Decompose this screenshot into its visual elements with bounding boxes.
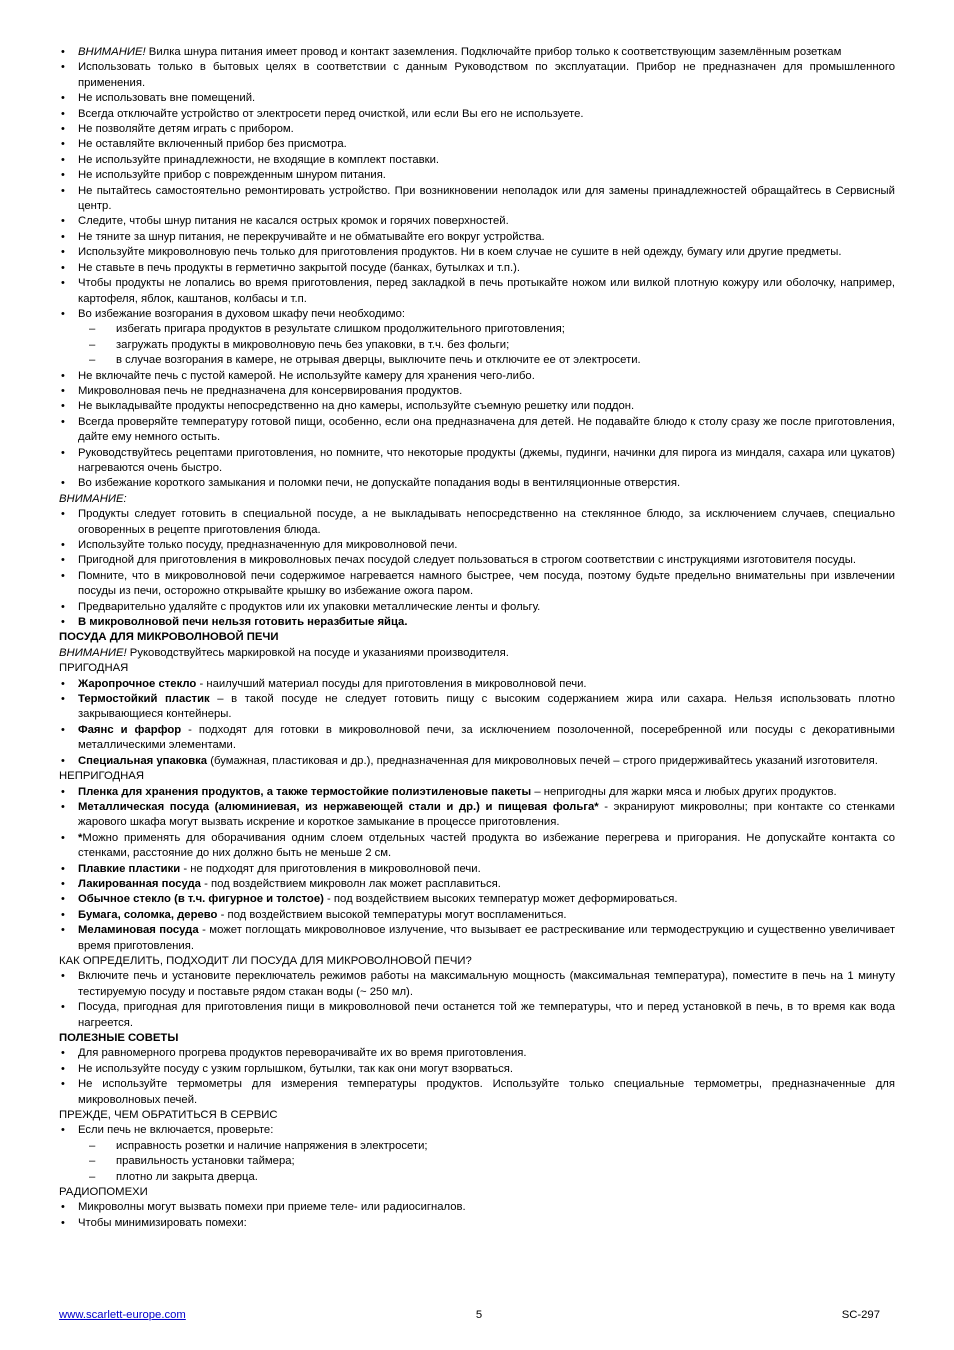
- text-run: Предварительно удаляйте с продуктов или их упаковки металлические ленты и фольгу.: [78, 600, 541, 613]
- bullet-item: [59, 877, 895, 892]
- bullet-item: [59, 615, 895, 630]
- bullet-item: [59, 862, 895, 877]
- bullet-item: [59, 60, 895, 91]
- bullet-item: [59, 168, 895, 183]
- text-run: Не используйте принадлежности, не входящие в комплект поставки.: [78, 153, 440, 166]
- manual-content: [59, 45, 895, 1231]
- text-run: - не подходят для приготовления в микроволновой печи.: [180, 862, 481, 875]
- bullet-item: [59, 1000, 895, 1031]
- text-run: – в такой посуде не следует готовить пищу с высоким содержанием жира или сахара. Нельзя использовать плотно закрывающиеся контейнеры.: [78, 693, 895, 721]
- text-run: Микроволновая печь не предназначена для консервирования продуктов.: [78, 384, 463, 397]
- bullet-item: [59, 1077, 895, 1108]
- text-run: Чтобы продукты не лопались во время приготовления, перед закладкой в печь протыкайте ножом или вилкой плотную кожуру или оболочку, например, картофеля, яблок, каштанов, колбасы и т.п.: [78, 277, 895, 305]
- section-text: [59, 1108, 895, 1123]
- text-run: Пленка для хранения продуктов, а также термостойкие полиэтиленовые пакеты: [78, 785, 532, 798]
- text-run: ПОЛЕЗНЫЕ СОВЕТЫ: [59, 1032, 179, 1044]
- bullet-item: [59, 1123, 895, 1138]
- dash-item: [59, 1139, 895, 1154]
- bullet-item: [59, 800, 895, 831]
- bullet-item: [59, 307, 895, 322]
- text-run: РАДИОПОМЕХИ: [59, 1186, 148, 1199]
- text-run: - под воздействием высокой температуры могут воспламениться.: [217, 908, 567, 921]
- text-run: Руководствуйтесь маркировкой на посуде и указаниями производителя.: [126, 646, 509, 659]
- text-run: Не включайте печь с пустой камерой. Не используйте камеру для хранения чего-либо.: [78, 369, 535, 382]
- text-run: Специальная упаковка: [78, 754, 208, 767]
- bullet-item: [59, 908, 895, 923]
- text-run: Следите, чтобы шнур питания не касался острых кромок и горячих поверхностей.: [78, 215, 509, 228]
- text-run: Металлическая посуда (алюминиевая, из нержавеющей стали и др.) и пищевая фольга*: [78, 800, 599, 813]
- bullet-item: [59, 214, 895, 229]
- text-run: Не выкладывайте продукты непосредственно на дно камеры, используйте съемную решетку или поддон.: [78, 400, 635, 413]
- bullet-item: [59, 153, 895, 168]
- text-run: Не ставьте в печь продукты в герметично закрытой посуде (банках, бутылках и т.п.).: [78, 261, 521, 274]
- text-run: В микроволновой печи нельзя готовить неразбитые яйца.: [78, 616, 408, 629]
- text-run: Обычное стекло (в т.ч. фигурное и толстое): [78, 893, 324, 906]
- text-run: Всегда проверяйте температуру готовой пищи, особенно, если она предназначена для детей. Не подавайте блюдо к столу сразу же после приготовления, дайте ему немного остыть.: [78, 415, 895, 444]
- text-run: Термостойкий пластик: [78, 693, 210, 706]
- text-run: Использовать только в бытовых целях в соответствии с данным Руководством по эксплуатации. Прибор не предназначен для промышленного применения.: [78, 61, 895, 89]
- bullet-item: [59, 538, 895, 553]
- bullet-item: [59, 261, 895, 276]
- page-number: 5: [475, 1309, 483, 1321]
- bullet-item: [59, 45, 895, 60]
- text-run: избегать пригара продуктов в результате слишком продолжительного приготовления;: [116, 323, 565, 336]
- dash-item: [59, 322, 895, 337]
- website-link[interactable]: www.scarlett-europe.com: [59, 1309, 186, 1321]
- text-run: - под воздействием микроволн лак может расплавиться.: [200, 877, 501, 890]
- text-run: Для равномерного прогрева продуктов переворачивайте их во время приготовления.: [78, 1047, 527, 1060]
- bullet-item: [59, 969, 895, 1000]
- dash-item: [59, 353, 895, 368]
- text-run: Жаропрочное стекло: [78, 677, 197, 690]
- text-run: Не используйте посуду с узким горлышком, бутылки, так как они могут взорваться.: [78, 1062, 514, 1075]
- bullet-item: [59, 923, 895, 954]
- text-run: Не оставляйте включенный прибор без присмотра.: [78, 138, 347, 151]
- text-run: Не использовать вне помещений.: [78, 92, 256, 105]
- bullet-item: [59, 384, 895, 399]
- text-run: Меламиновая посуда: [78, 924, 199, 937]
- bullet-item: [59, 415, 895, 446]
- bullet-item: [59, 107, 895, 122]
- bullet-item: [59, 1046, 895, 1061]
- dash-item: [59, 1170, 895, 1185]
- text-run: Лакированная посуда: [78, 877, 201, 890]
- text-run: Не пытайтесь самостоятельно ремонтировать устройство. При возникновении неполадок или для замены принадлежностей обращайтесь в Сервисный центр.: [78, 184, 895, 213]
- bullet-item: [59, 723, 895, 754]
- bullet-item: [59, 692, 895, 723]
- section-text: [59, 1185, 895, 1200]
- bullet-item: [59, 476, 895, 491]
- section-text: [59, 630, 895, 645]
- bullet-item: [59, 137, 895, 152]
- text-run: - под воздействием высоких температур может деформироваться.: [323, 893, 678, 906]
- text-run: Микроволны могут вызвать помехи при приеме теле- или радиосигналов.: [78, 1201, 466, 1214]
- text-run: (бумажная, пластиковая и др.), предназначенная для микроволновых печей – строго придерживайтесь указаний изготовителя.: [207, 754, 878, 767]
- section-text: [59, 1031, 895, 1046]
- bullet-item: [59, 91, 895, 106]
- text-run: Посуда, пригодная для приготовления пищи в микроволновой печи останется той же температуры, что и перед установкой в печь, в то время как вода нагреется.: [78, 1001, 895, 1029]
- text-run: Включите печь и установите переключатель режимов работы на максимальную мощность (максимальная температура), поместите в печь на 1 минуту тестируемую посуду и поставьте рядом стакан воды (~ 250 мл).: [78, 970, 895, 998]
- text-run: Не используйте термометры для измерения температуры продуктов. Используйте только специальные термометры, предназначенные для микроволновых печей.: [78, 1078, 895, 1106]
- text-run: Не используйте прибор с поврежденным шнуром питания.: [78, 169, 386, 182]
- text-run: КАК ОПРЕДЕЛИТЬ, ПОДХОДИТ ЛИ ПОСУДА ДЛЯ МИКРОВОЛНОВОЙ ПЕЧИ?: [59, 954, 472, 967]
- section-text: [59, 769, 895, 784]
- bullet-item: [59, 446, 895, 477]
- bullet-item: [59, 369, 895, 384]
- text-run: ПРЕЖДЕ, ЧЕМ ОБРАТИТЬСЯ В СЕРВИС: [59, 1109, 278, 1122]
- text-run: *: [78, 831, 83, 844]
- section-text: [59, 492, 895, 507]
- bullet-item: [59, 230, 895, 245]
- text-run: Фаянс и фарфор: [78, 723, 182, 736]
- text-run: ВНИМАНИЕ!: [78, 46, 146, 58]
- bullet-item: [59, 569, 895, 600]
- bullet-item: [59, 245, 895, 260]
- text-run: ВНИМАНИЕ:: [59, 492, 127, 505]
- page-footer: [59, 1307, 880, 1323]
- text-run: - наилучший материал посуды для приготовления в микроволновой печи.: [196, 677, 587, 690]
- section-text: [59, 646, 895, 661]
- section-text: [59, 661, 895, 676]
- text-run: ВНИМАНИЕ!: [59, 646, 127, 659]
- text-run: Если печь не включается, проверьте:: [78, 1124, 274, 1137]
- bullet-item: [59, 184, 895, 215]
- bullet-item: [59, 831, 895, 862]
- text-run: Используйте микроволновую печь только для приготовления продуктов. Ни в коем случае не сушите в ней одежду, бумагу или другие предметы.: [78, 246, 842, 259]
- bullet-item: [59, 892, 895, 907]
- bullet-item: [59, 507, 895, 538]
- text-run: Можно применять для оборачивания одним слоем отдельных частей продукта во избежание перегрева и пригорания. Не допускайте контакта со стенками, расстояние до них должно быть не меньше 2 см.: [78, 831, 895, 860]
- bullet-item: [59, 276, 895, 307]
- text-run: Всегда отключайте устройство от электросети перед очисткой, или если Вы его не используете.: [78, 107, 584, 120]
- bullet-item: [59, 600, 895, 615]
- bullet-item: [59, 399, 895, 414]
- text-run: Во избежание возгорания в духовом шкафу печи необходимо:: [78, 307, 406, 320]
- bullet-item: [59, 1200, 895, 1215]
- text-run: - может поглощать микроволновое излучение, что вызывает ее растрескивание или термодеструкцию и существенно увеличивает время приготовления.: [78, 924, 895, 952]
- section-text: [59, 954, 895, 969]
- text-run: ПРИГОДНАЯ: [59, 662, 129, 675]
- text-run: НЕПРИГОДНАЯ: [59, 770, 144, 783]
- text-run: Используйте только посуду, предназначенную для микроволновой печи.: [78, 539, 458, 551]
- text-run: Во избежание короткого замыкания и поломки печи, не допускайте попадания воды в вентиляционные отверстия.: [78, 477, 681, 490]
- text-run: Бумага, соломка, дерево: [78, 908, 218, 921]
- bullet-item: [59, 754, 895, 769]
- text-run: Не тяните за шнур питания, не перекручивайте и не обматывайте его вокруг устройства.: [78, 230, 545, 243]
- text-run: Руководствуйтесь рецептами приготовления, но помните, что некоторые продукты (джемы, пудинги, начинки для пирога из миндаля, сахара или цукатов) нагреваются очень быстро.: [78, 446, 895, 474]
- bullet-item: [59, 1216, 895, 1231]
- dash-item: [59, 338, 895, 353]
- model-number: SC-297: [841, 1309, 880, 1321]
- text-run: Плавкие пластики: [78, 862, 181, 875]
- text-run: правильность установки таймера;: [116, 1155, 295, 1168]
- text-run: - подходят для готовки в микроволновой печи, за исключением позолоченной, посеребренной или посуды с декоративными металлическими элементами.: [78, 723, 895, 752]
- text-run: – непригодны для жарки мяса и любых других продуктов.: [531, 785, 837, 798]
- text-run: исправность розетки и наличие напряжения в электросети;: [116, 1139, 428, 1152]
- bullet-item: [59, 1062, 895, 1077]
- text-run: Чтобы минимизировать помехи:: [78, 1216, 247, 1229]
- text-run: Продукты следует готовить в специальной посуде, а не выкладывать непосредственно на стеклянное блюдо, за исключением случаев, специально оговоренных в рецепте приготовления блюда.: [78, 508, 895, 536]
- dash-item: [59, 1154, 895, 1169]
- bullet-item: [59, 677, 895, 692]
- text-run: ПОСУДА ДЛЯ МИКРОВОЛНОВОЙ ПЕЧИ: [59, 631, 279, 644]
- text-run: Вилка шнура питания имеет провод и контакт заземления. Подключайте прибор только к соответствующим заземлённым розеткам: [145, 46, 842, 58]
- bullet-item: [59, 122, 895, 137]
- bullet-item: [59, 553, 895, 568]
- text-run: загружать продукты в микроволновую печь без упаковки, в т.ч. без фольги;: [116, 338, 510, 351]
- text-run: - экранируют микроволны; при контакте со стенками жарового шкафа могут вызвать искрение и короткое замыкание в процессе приготовления.: [78, 800, 895, 829]
- text-run: в случае возгорания в камере, не отрывая дверцы, выключите печь и отключите ее от электросети.: [116, 354, 641, 367]
- text-run: Помните, что в микроволновой печи содержимое нагревается намного быстрее, чем посуда, поэтому будьте предельно внимательны при извлечении посуды из печи, осторожно открывайте крышку во избежание ожога паром.: [78, 569, 895, 598]
- text-run: плотно ли закрыта дверца.: [116, 1170, 258, 1183]
- text-run: Пригодной для приготовления в микроволновых печах посудой следует пользоваться в строгом соответствии с инструкциями изготовителя посуды.: [78, 554, 857, 567]
- bullet-item: [59, 785, 895, 800]
- text-run: Не позволяйте детям играть с прибором.: [78, 123, 294, 136]
